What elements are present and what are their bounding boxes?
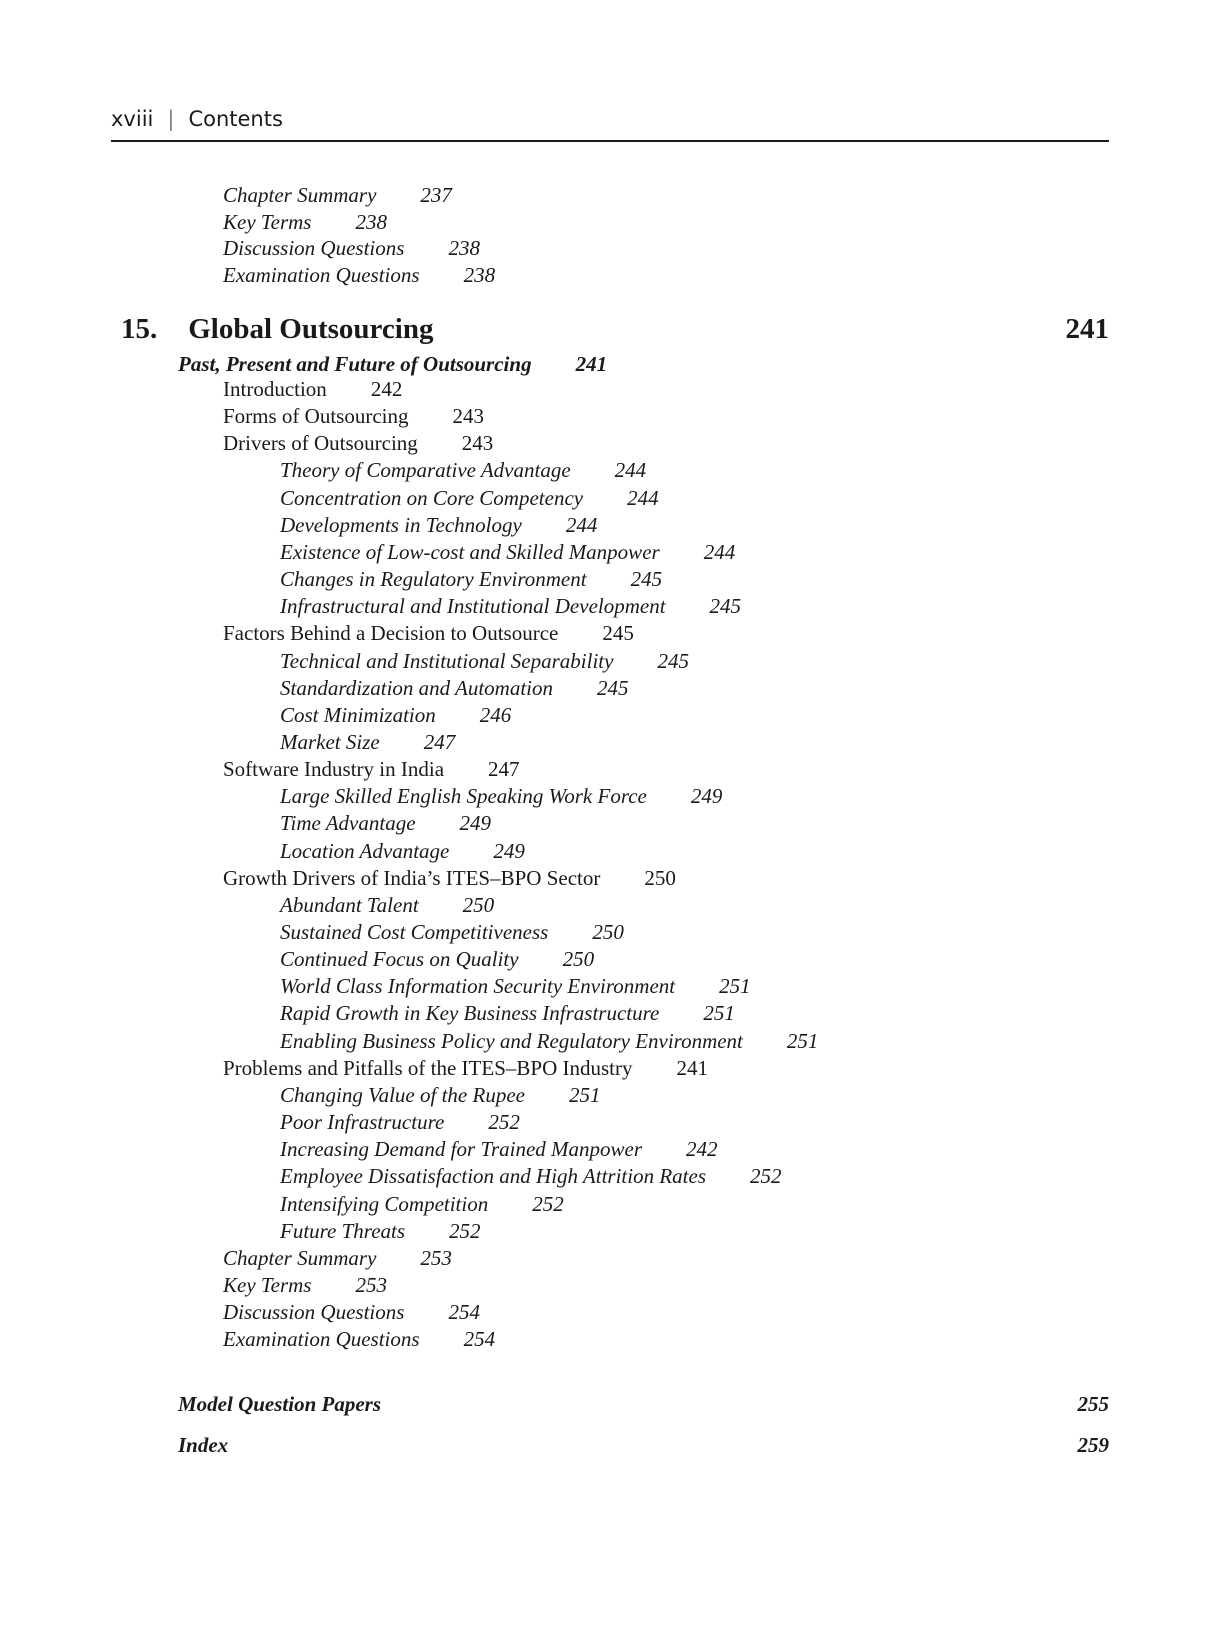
toc-entry[interactable] xyxy=(223,1299,480,1326)
toc-entry-title: Location Advantage xyxy=(280,838,450,863)
toc-entry-page: 244 xyxy=(703,539,736,564)
toc-entry-title: Introduction xyxy=(223,377,327,401)
toc-entry-page: 252 xyxy=(532,1191,564,1216)
toc-entry[interactable] xyxy=(280,729,455,756)
toc-entry-title: Standardization and Automation xyxy=(280,675,554,700)
toc-entry-title: Employee Dissatisfaction and High Attrition Rates xyxy=(280,1164,706,1189)
toc-entry[interactable] xyxy=(280,810,491,837)
toc-entry-page: 245 xyxy=(602,621,634,646)
backmatter-page: 255 xyxy=(1077,1392,1109,1416)
toc-entry[interactable] xyxy=(280,946,594,973)
toc-entry-title: Growth Drivers of India’s ITES–BPO Sector xyxy=(223,865,601,890)
toc-entry[interactable] xyxy=(280,539,735,566)
toc-entry-title: Examination Questions xyxy=(223,262,420,287)
toc-entry[interactable] xyxy=(280,457,646,484)
toc-entry[interactable] xyxy=(280,892,494,919)
toc-entry-title: Concentration on Core Competency xyxy=(280,485,584,510)
toc-entry[interactable] xyxy=(280,675,629,702)
chapter-page: 241 xyxy=(1065,313,1109,345)
part-page: 241 xyxy=(575,352,608,376)
toc-entry-page: 249 xyxy=(493,838,525,863)
toc-entry[interactable] xyxy=(280,1000,735,1027)
header-page-number: xviii xyxy=(111,107,154,131)
toc-entry-title: Key Terms xyxy=(223,1272,312,1297)
toc-entry-page: 246 xyxy=(479,702,512,727)
toc-entry[interactable] xyxy=(280,593,741,620)
toc-entry-title: World Class Information Security Environment xyxy=(280,974,676,999)
toc-entry-page: 252 xyxy=(750,1164,782,1189)
toc-entry-page: 244 xyxy=(627,485,659,510)
running-header xyxy=(111,104,1109,134)
backmatter-entry[interactable] xyxy=(178,1391,1109,1418)
toc-entry-title: Intensifying Competition xyxy=(280,1191,489,1216)
toc-entry-page: 251 xyxy=(568,1082,601,1107)
toc-entry-title: Drivers of Outsourcing xyxy=(223,431,418,456)
toc-entry-page: 250 xyxy=(462,892,495,917)
toc-entry-page: 254 xyxy=(448,1300,480,1325)
chapter-heading[interactable] xyxy=(121,311,1109,347)
toc-entry[interactable] xyxy=(280,1163,782,1190)
toc-entry[interactable] xyxy=(223,235,480,262)
toc-entry[interactable] xyxy=(223,430,493,457)
toc-entry-page: 242 xyxy=(370,377,403,401)
toc-entry-page: 245 xyxy=(630,567,663,592)
toc-entry[interactable] xyxy=(223,620,634,647)
toc-entry[interactable] xyxy=(223,1055,708,1082)
toc-entry-page: 252 xyxy=(449,1218,481,1243)
toc-entry[interactable] xyxy=(280,1082,600,1109)
toc-entry-title: Cost Minimization xyxy=(280,702,436,727)
toc-entry-page: 245 xyxy=(597,675,629,700)
toc-entry[interactable] xyxy=(280,919,624,946)
toc-entry-page: 252 xyxy=(488,1110,520,1135)
toc-entry-title: Discussion Questions xyxy=(223,1300,405,1325)
toc-entry-title: Problems and Pitfalls of the ITES–BPO Industry xyxy=(223,1055,633,1080)
toc-entry-page: 251 xyxy=(719,974,751,999)
toc-entry-page: 251 xyxy=(703,1001,735,1026)
header-title: Contents xyxy=(188,107,283,131)
toc-entry[interactable] xyxy=(280,566,662,593)
toc-entry-title: Technical and Institutional Separability xyxy=(280,648,614,673)
toc-entry-title: Poor Infrastructure xyxy=(280,1110,445,1135)
toc-entry-title: Continued Focus on Quality xyxy=(280,947,519,972)
header-rule xyxy=(111,140,1109,142)
toc-entry-title: Infrastructural and Institutional Development xyxy=(280,594,666,619)
toc-entry-title: Key Terms xyxy=(223,209,312,234)
toc-entry-title: Rapid Growth in Key Business Infrastructure xyxy=(280,1001,660,1026)
toc-entry[interactable] xyxy=(280,1218,481,1245)
toc-entry[interactable] xyxy=(223,376,402,403)
toc-entry[interactable] xyxy=(280,1191,564,1218)
toc-entry-title: Theory of Comparative Advantage xyxy=(280,458,571,483)
chapter-number: 15. xyxy=(121,313,158,345)
toc-entry-title: Discussion Questions xyxy=(223,236,405,260)
toc-entry-title: Time Advantage xyxy=(280,811,416,836)
toc-entry[interactable] xyxy=(280,838,525,865)
toc-entry-page: 242 xyxy=(686,1137,718,1162)
toc-entry-title: Enabling Business Policy and Regulatory Environment xyxy=(280,1028,743,1053)
toc-entry-page: 247 xyxy=(423,729,456,754)
toc-entry-title: Future Threats xyxy=(280,1218,406,1243)
toc-entry[interactable] xyxy=(280,783,722,810)
toc-entry-page: 243 xyxy=(452,404,484,429)
toc-entry-title: Software Industry in India xyxy=(223,757,445,782)
toc-entry-page: 251 xyxy=(786,1028,819,1053)
toc-entry-page: 238 xyxy=(448,236,480,260)
toc-entry-title: Changing Value of the Rupee xyxy=(280,1082,525,1107)
toc-entry-title: Changes in Regulatory Environment xyxy=(280,567,587,592)
backmatter-page: 259 xyxy=(1077,1433,1109,1457)
backmatter-title: Model Question Papers xyxy=(178,1392,382,1416)
toc-entry-page: 253 xyxy=(355,1272,387,1297)
backmatter-entry[interactable] xyxy=(178,1432,1109,1459)
toc-entry-page: 243 xyxy=(461,431,494,456)
toc-entry-page: 237 xyxy=(420,183,452,207)
part-title: Past, Present and Future of Outsourcing xyxy=(178,352,532,376)
toc-entry-page: 253 xyxy=(420,1245,452,1270)
toc-entry-title: Examination Questions xyxy=(223,1327,420,1352)
toc-entry-page: 238 xyxy=(355,209,387,234)
toc-entry[interactable] xyxy=(223,1326,495,1353)
toc-entry[interactable] xyxy=(223,1272,387,1299)
toc-entry-title: Chapter Summary xyxy=(223,183,377,207)
toc-entry-title: Chapter Summary xyxy=(223,1245,377,1270)
toc-entry[interactable] xyxy=(280,1109,520,1136)
toc-entry-title: Increasing Demand for Trained Manpower xyxy=(280,1137,643,1162)
toc-entry-page: 245 xyxy=(657,648,689,673)
toc-entry[interactable] xyxy=(223,756,520,783)
toc-entry-page: 249 xyxy=(459,811,492,836)
toc-entry[interactable] xyxy=(280,1028,818,1055)
toc-entry-title: Forms of Outsourcing xyxy=(223,404,409,429)
toc-entry[interactable] xyxy=(280,1136,718,1163)
toc-entry-title: Market Size xyxy=(280,729,380,754)
toc-entry-page: 250 xyxy=(644,865,676,890)
toc-entry-title: Developments in Technology xyxy=(280,512,522,537)
toc-entry-page: 244 xyxy=(565,512,598,537)
toc-entry-title: Sustained Cost Competitiveness xyxy=(280,920,549,944)
toc-entry-page: 254 xyxy=(463,1327,496,1352)
toc-entry-page: 250 xyxy=(592,920,624,944)
header-separator: | xyxy=(167,107,175,131)
backmatter-title: Index xyxy=(178,1433,229,1457)
toc-entry-page: 245 xyxy=(709,594,742,619)
toc-entry[interactable] xyxy=(223,403,484,430)
toc-entry-page: 244 xyxy=(614,458,647,483)
toc-entry[interactable] xyxy=(280,648,689,675)
toc-entry[interactable] xyxy=(280,702,511,729)
toc-entry-page: 249 xyxy=(690,784,723,809)
toc-entry-page: 247 xyxy=(488,757,520,782)
toc-entry[interactable] xyxy=(223,182,452,209)
toc-entry-page: 238 xyxy=(463,262,496,287)
toc-entry-title: Factors Behind a Decision to Outsource xyxy=(223,621,559,646)
toc-entry-title: Existence of Low-cost and Skilled Manpower xyxy=(280,539,660,564)
toc-entry-page: 241 xyxy=(676,1055,708,1080)
toc-entry[interactable] xyxy=(280,973,751,1000)
toc-entry[interactable] xyxy=(223,262,495,289)
toc-entry[interactable] xyxy=(280,485,659,512)
toc-entry-title: Large Skilled English Speaking Work Force xyxy=(280,784,647,809)
toc-entry[interactable] xyxy=(223,1245,452,1272)
toc-entry[interactable] xyxy=(223,865,676,892)
chapter-title: Global Outsourcing xyxy=(188,313,434,345)
toc-entry[interactable] xyxy=(280,512,597,539)
part-heading[interactable] xyxy=(178,351,607,378)
toc-entry-page: 250 xyxy=(562,947,595,972)
toc-entry-title: Abundant Talent xyxy=(280,892,419,917)
toc-entry[interactable] xyxy=(223,209,387,236)
